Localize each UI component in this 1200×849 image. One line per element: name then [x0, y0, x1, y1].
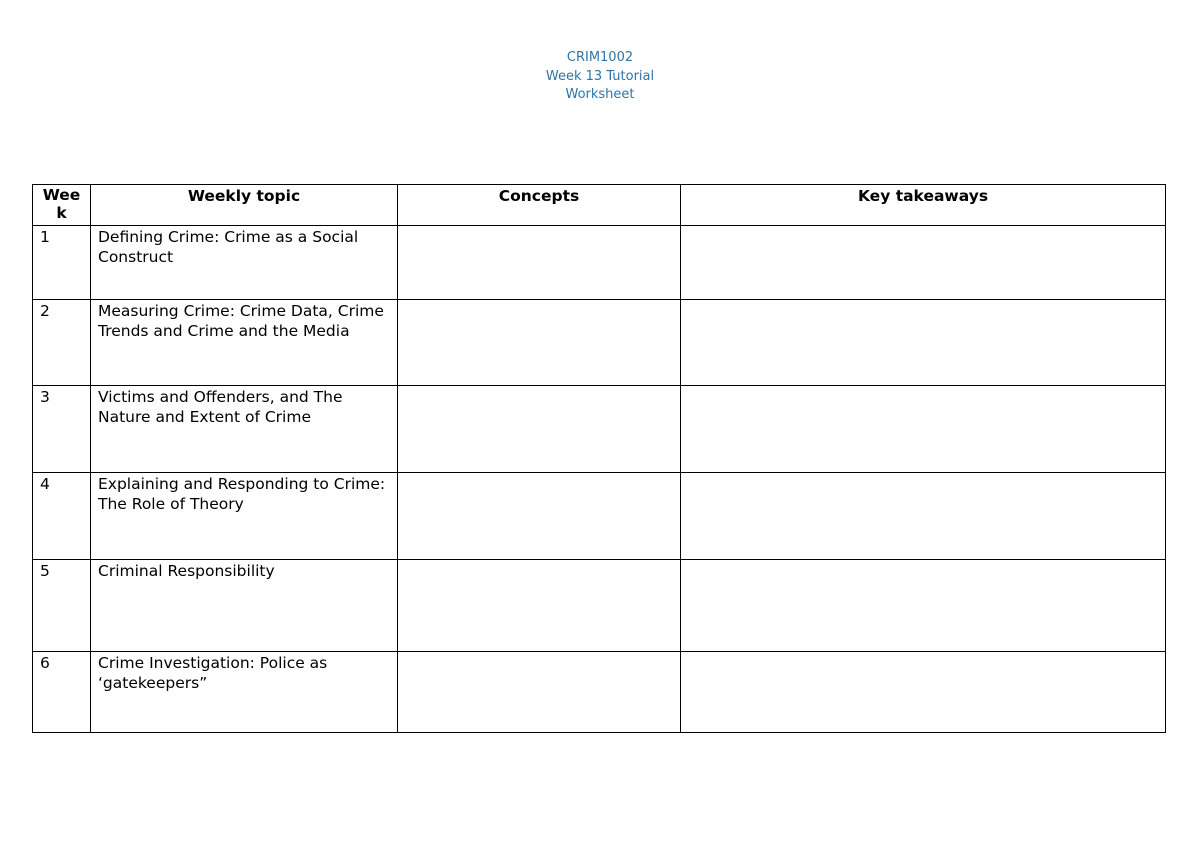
document-header [0, 49, 1200, 105]
table-row [33, 560, 1166, 652]
weekly-topic-cell: Explaining and Responding to Crime: The Role of Theory [91, 473, 398, 560]
key-takeaways-cell[interactable] [681, 226, 1166, 300]
weekly-topic-cell: Crime Investigation: Police as ‘gatekeepers” [91, 652, 398, 733]
weekly-topic-cell: Criminal Responsibility [91, 560, 398, 652]
worksheet-table [32, 184, 1166, 733]
course-code: CRIM1002 [566, 50, 634, 65]
table-header-row [33, 185, 1166, 226]
week-number-cell: 2 [33, 300, 91, 386]
concepts-cell[interactable] [398, 652, 681, 733]
week-number-cell: 1 [33, 226, 91, 300]
table-row [33, 473, 1166, 560]
week-number-cell: 4 [33, 473, 91, 560]
column-header-concepts: Concepts [398, 185, 681, 226]
column-header-week: Week [33, 185, 91, 226]
key-takeaways-cell[interactable] [681, 386, 1166, 473]
concepts-cell[interactable] [398, 386, 681, 473]
table-row [33, 226, 1166, 300]
key-takeaways-cell[interactable] [681, 473, 1166, 560]
week-number-cell: 6 [33, 652, 91, 733]
weekly-topic-cell: Victims and Offenders, and The Nature and Extent of Crime [91, 386, 398, 473]
concepts-cell[interactable] [398, 300, 681, 386]
concepts-cell[interactable] [398, 560, 681, 652]
week-number-cell: 3 [33, 386, 91, 473]
document-subtitle: Worksheet [565, 87, 635, 102]
table-row [33, 300, 1166, 386]
weekly-topic-cell: Measuring Crime: Crime Data, Crime Trends and Crime and the Media [91, 300, 398, 386]
concepts-cell[interactable] [398, 473, 681, 560]
table-row [33, 386, 1166, 473]
table-row [33, 652, 1166, 733]
column-header-topic: Weekly topic [91, 185, 398, 226]
weekly-topic-cell: Defining Crime: Crime as a Social Construct [91, 226, 398, 300]
concepts-cell[interactable] [398, 226, 681, 300]
column-header-takeaways: Key takeaways [681, 185, 1166, 226]
document-title: Week 13 Tutorial [545, 68, 655, 84]
week-number-cell: 5 [33, 560, 91, 652]
key-takeaways-cell[interactable] [681, 560, 1166, 652]
key-takeaways-cell[interactable] [681, 652, 1166, 733]
key-takeaways-cell[interactable] [681, 300, 1166, 386]
